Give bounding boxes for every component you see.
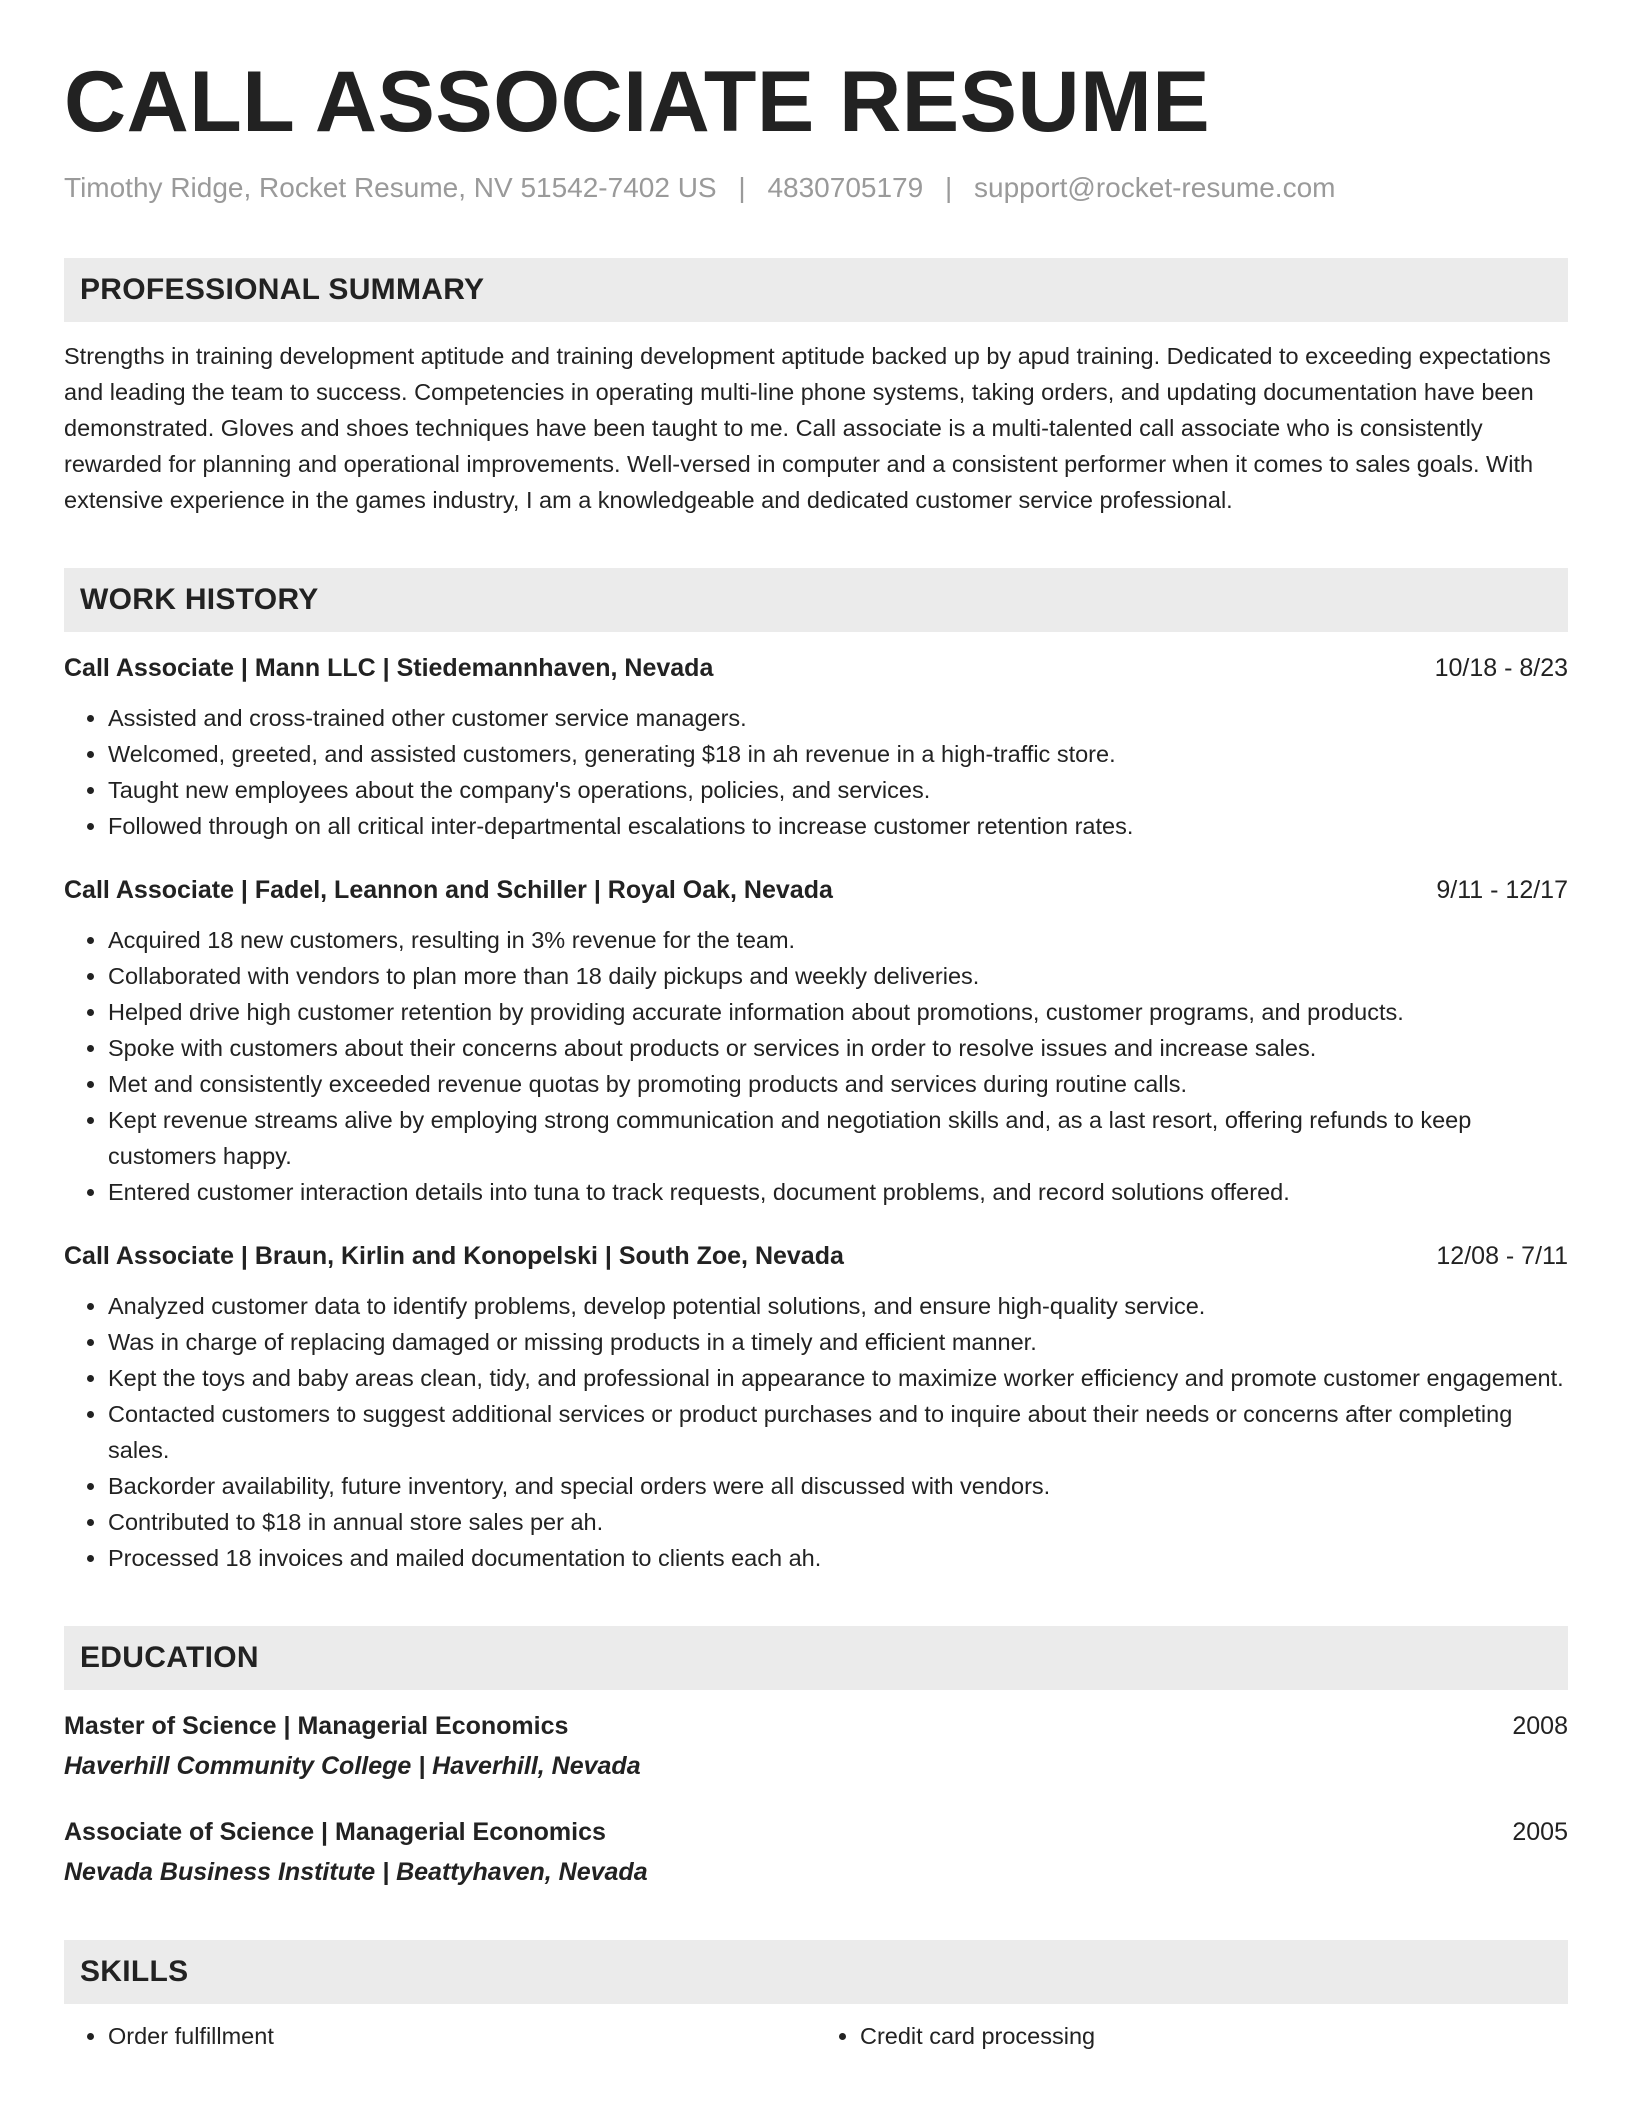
education-year: 2005 — [1512, 1818, 1568, 1846]
contact-address: Timothy Ridge, Rocket Resume, NV 51542-7402 US — [64, 172, 717, 203]
skills-list — [816, 2018, 1568, 2054]
job-dates: 10/18 - 8/23 — [1434, 654, 1568, 682]
skills-grid — [64, 2018, 1568, 2054]
job-bullet: • Followed through on all critical inter-departmental escalations to increase customer retention rates. — [108, 808, 1568, 844]
job-bullet: • Acquired 18 new customers, resulting in 3% revenue for the team. — [108, 922, 1568, 958]
skill-item: • Order fulfillment — [108, 2018, 816, 2054]
education-degree: Associate of Science | Managerial Economics — [64, 1818, 606, 1846]
education-degree: Master of Science | Managerial Economics — [64, 1712, 569, 1740]
job-title: Call Associate | Fadel, Leannon and Schiller | Royal Oak, Nevada — [64, 876, 833, 904]
job-bullet: • Kept the toys and baby areas clean, tidy, and professional in appearance to maximize worker efficiency and promote customer engagement. — [108, 1360, 1568, 1396]
job-bullet-list — [64, 700, 1568, 844]
job-bullet: • Welcomed, greeted, and assisted customers, generating $18 in ah revenue in a high-traffic store. — [108, 736, 1568, 772]
job-header — [64, 650, 1568, 686]
job-bullet: • Contacted customers to suggest additional services or product purchases and to inquire about their needs or concerns after completing sales. — [108, 1396, 1568, 1468]
job-bullet: • Contributed to $18 in annual store sales per ah. — [108, 1504, 1568, 1540]
job-entry — [64, 650, 1568, 844]
job-bullet: • Was in charge of replacing damaged or missing products in a timely and efficient manner. — [108, 1324, 1568, 1360]
job-entry — [64, 1238, 1568, 1576]
job-bullet: • Collaborated with vendors to plan more than 18 daily pickups and weekly deliveries. — [108, 958, 1568, 994]
education-year: 2008 — [1512, 1712, 1568, 1740]
skills-list — [64, 2018, 816, 2054]
education-entry — [64, 1814, 1568, 1890]
job-entry — [64, 872, 1568, 1210]
contact-separator: | — [944, 172, 953, 203]
job-bullet: • Taught new employees about the company's operations, policies, and services. — [108, 772, 1568, 808]
education-school: Nevada Business Institute | Beattyhaven, Nevada — [64, 1858, 648, 1886]
contact-phone: 4830705179 — [767, 172, 924, 203]
skills-column-right — [816, 2018, 1568, 2054]
job-bullet: • Backorder availability, future inventory, and special orders were all discussed with vendors. — [108, 1468, 1568, 1504]
education-school: Haverhill Community College | Haverhill, Nevada — [64, 1752, 641, 1780]
job-bullet: • Met and consistently exceeded revenue quotas by promoting products and services during routine calls. — [108, 1066, 1568, 1102]
job-bullet-list — [64, 1288, 1568, 1576]
job-bullet: • Entered customer interaction details into tuna to track requests, document problems, and record solutions offered. — [108, 1174, 1568, 1210]
contact-email: support@rocket-resume.com — [974, 172, 1336, 203]
contact-separator: | — [738, 172, 746, 203]
education-entry — [64, 1708, 1568, 1784]
job-bullet-list — [64, 922, 1568, 1210]
job-bullet: • Kept revenue streams alive by employing strong communication and negotiation skills and, as a last resort, offering refunds to keep customers happy. — [108, 1102, 1568, 1174]
skills-column-left — [64, 2018, 816, 2054]
job-bullet: • Processed 18 invoices and mailed documentation to clients each ah. — [108, 1540, 1568, 1576]
job-bullet: • Assisted and cross-trained other customer service managers. — [108, 700, 1568, 736]
contact-line — [64, 170, 1568, 206]
job-header — [64, 1238, 1568, 1274]
job-title: Call Associate | Mann LLC | Stiedemannhaven, Nevada — [64, 654, 714, 682]
summary-section-header: PROFESSIONAL SUMMARY — [64, 258, 1568, 322]
education-section-header: EDUCATION — [64, 1626, 1568, 1690]
skills-section-header: SKILLS — [64, 1940, 1568, 2004]
job-dates: 12/08 - 7/11 — [1436, 1242, 1568, 1270]
job-header — [64, 872, 1568, 908]
job-bullet: • Spoke with customers about their concerns about products or services in order to resolve issues and increase sales. — [108, 1030, 1568, 1066]
skill-item: • Credit card processing — [860, 2018, 1568, 2054]
work-section-header: WORK HISTORY — [64, 568, 1568, 632]
job-bullet: • Helped drive high customer retention by providing accurate information about promotions, customer programs, and products. — [108, 994, 1568, 1030]
job-title: Call Associate | Braun, Kirlin and Konopelski | South Zoe, Nevada — [64, 1242, 844, 1270]
resume-title: CALL ASSOCIATE RESUME — [64, 54, 1211, 150]
education-header — [64, 1708, 1568, 1744]
job-dates: 9/11 - 12/17 — [1436, 876, 1568, 904]
summary-text: Strengths in training development aptitude and training development aptitude backed up by apud training. Dedicated to exceeding expectations and leading the team to success. Competencies in operating multi-line phone systems, taking orders, and updating documentation have been demonstrated. Gloves and shoes techniques have been taught to me. Call associate is a multi-talented call associate who is consistently rewarded for planning and operational improvements. Well-versed in computer and a consistent performer when it comes to sales goals. With extensive experience in the games industry, I am a knowledgeable and dedicated customer service professional. — [64, 343, 1551, 513]
education-header — [64, 1814, 1568, 1850]
job-bullet: • Analyzed customer data to identify problems, develop potential solutions, and ensure high-quality service. — [108, 1288, 1568, 1324]
